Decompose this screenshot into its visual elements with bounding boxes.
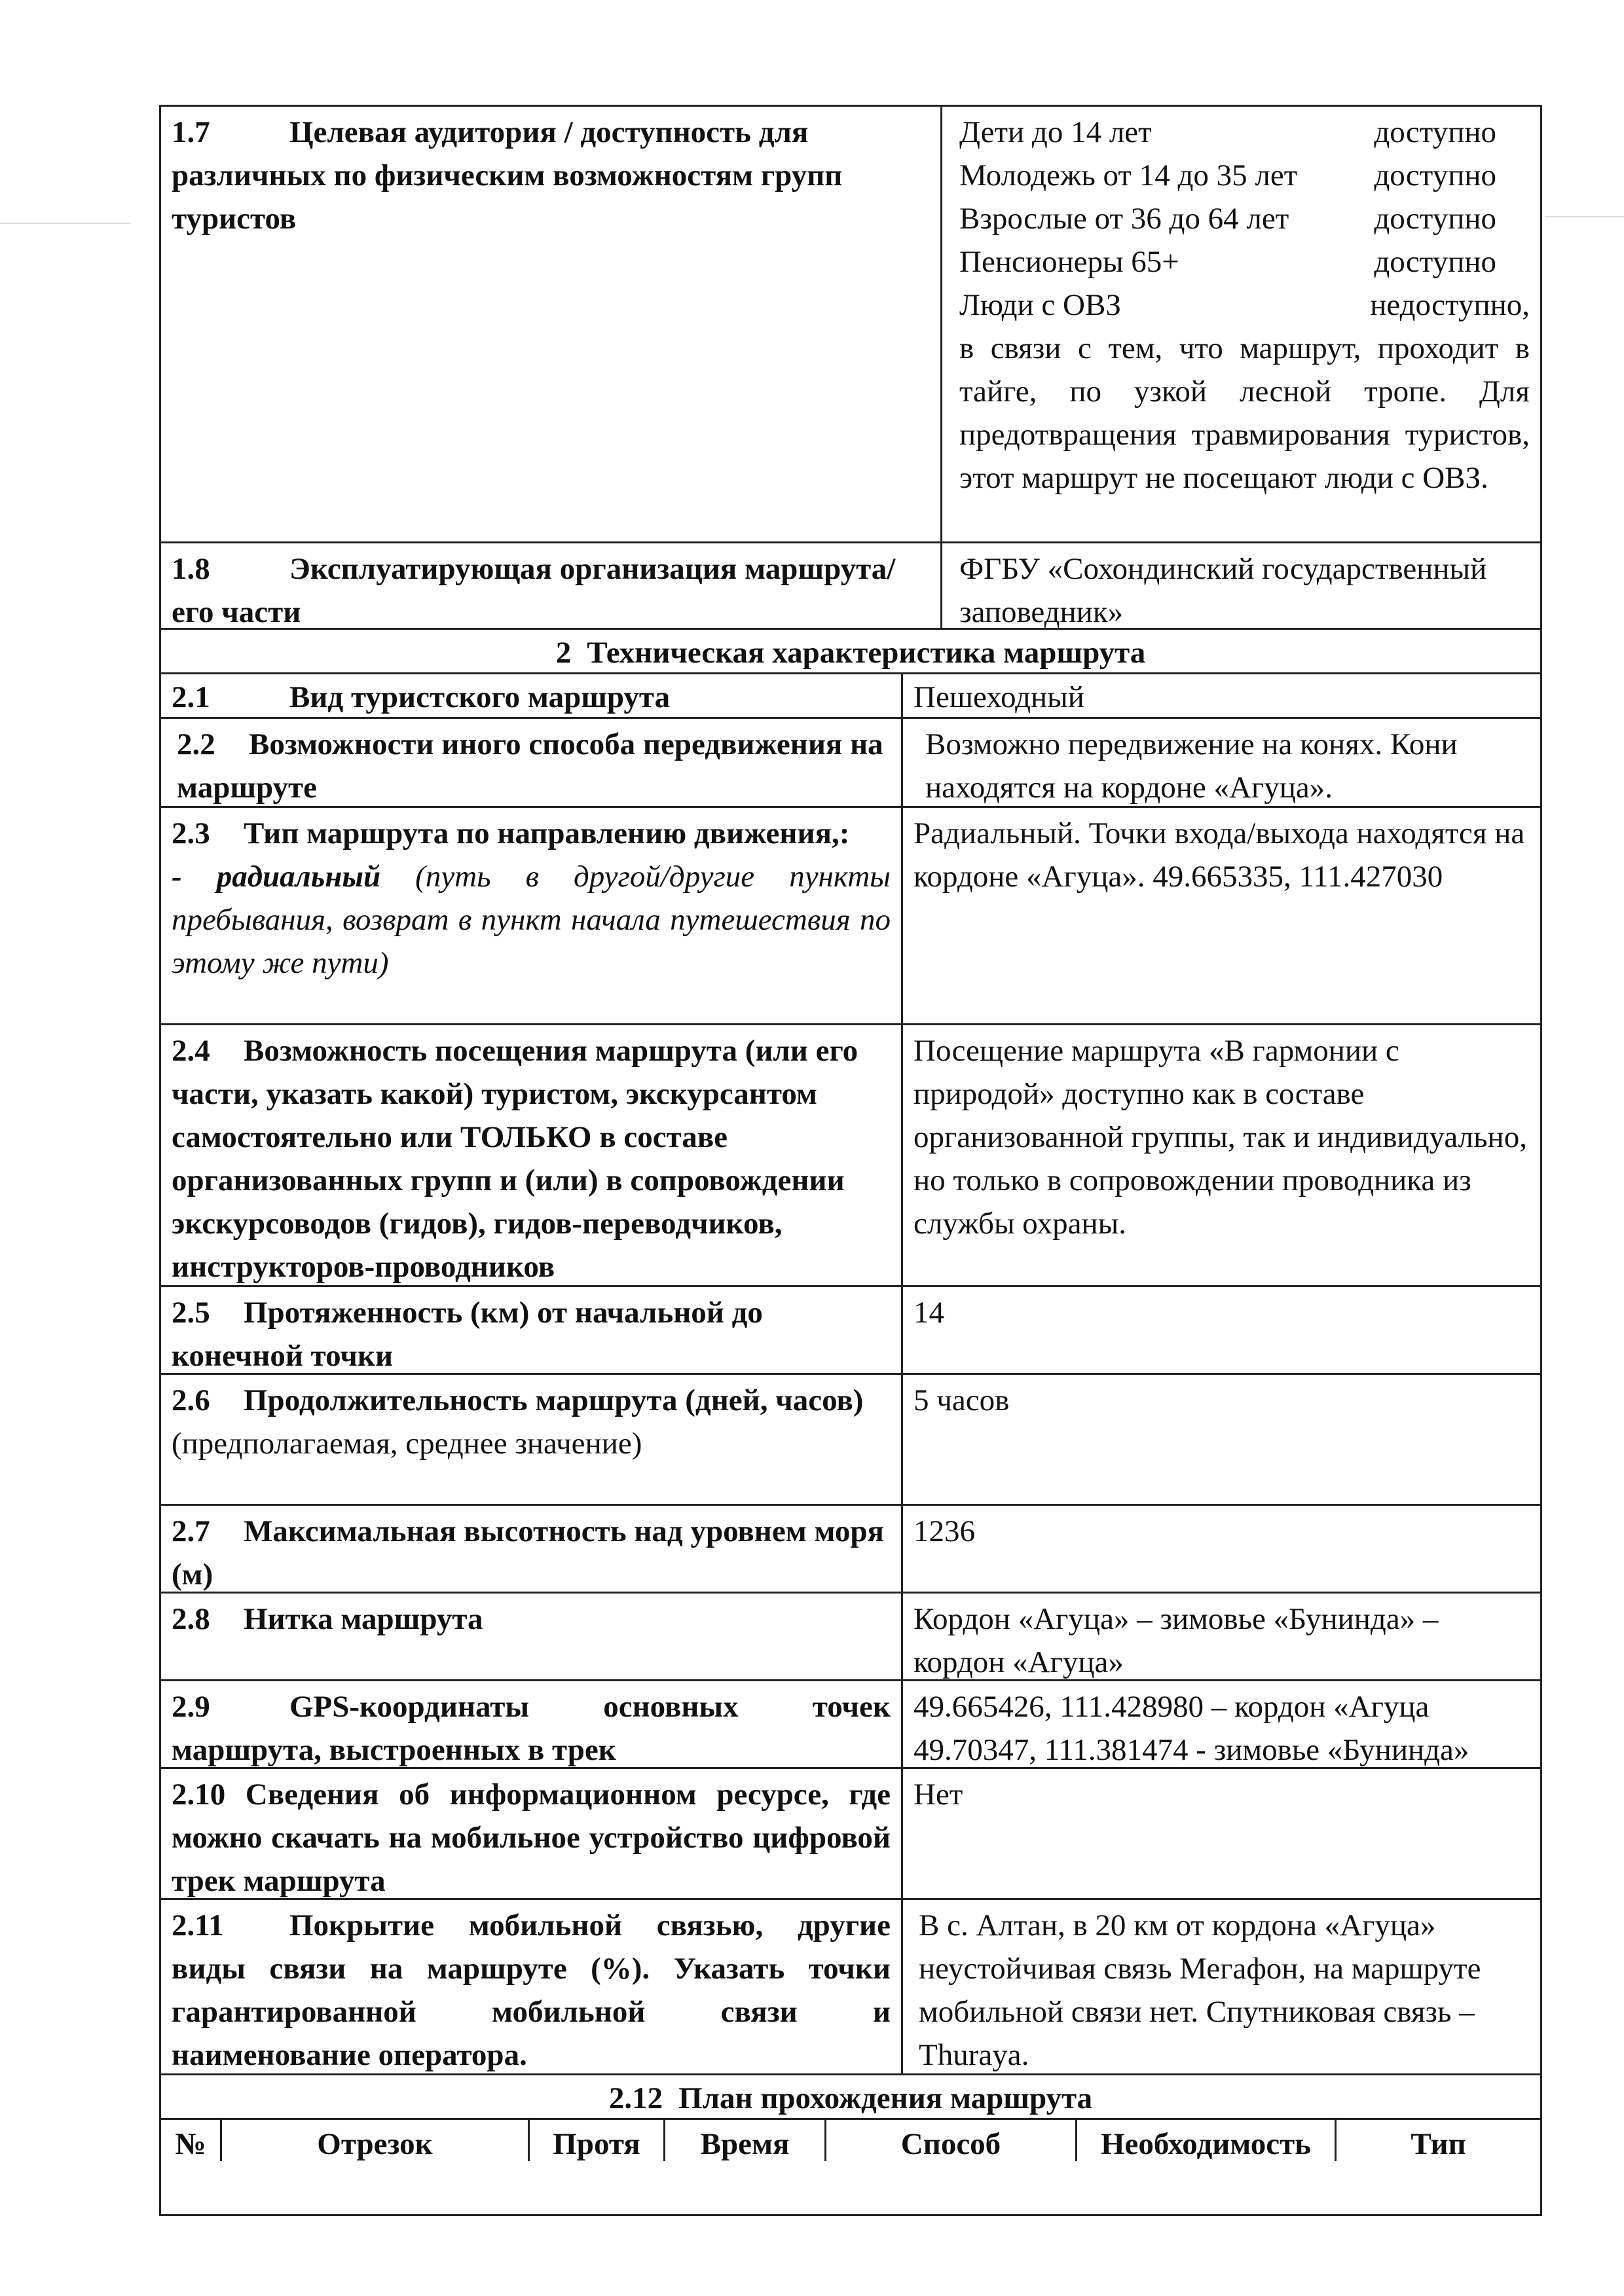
row-value: 14 xyxy=(901,1287,1540,1373)
row-title: Возможности иного способа передвижения на маршруте xyxy=(177,727,883,805)
row-2-8 xyxy=(161,1592,1540,1679)
row-label xyxy=(161,1375,901,1504)
row-value xyxy=(901,1681,1540,1767)
row-2-11 xyxy=(161,1898,1540,2073)
row-value: Радиальный. Точки входа/выхода находятся на кордоне «Агуца». 49.665335, 111.427030 xyxy=(901,808,1540,1023)
row-2-10 xyxy=(161,1767,1540,1898)
row-value: Возможно передвижение на конях. Кони находятся на кордоне «Агуца». xyxy=(901,719,1540,806)
row-heading xyxy=(172,1379,891,1422)
row-description xyxy=(172,855,891,985)
row-subtitle: (предполагаемая, среднее значение) xyxy=(172,1427,642,1461)
row-label xyxy=(161,1025,901,1285)
scan-mark xyxy=(1545,216,1624,217)
row-label xyxy=(161,1681,901,1767)
row-2-7 xyxy=(161,1504,1540,1592)
row-label xyxy=(161,719,901,806)
audience-note: в связи с тем, что маршрут, проходит в тайге, по узкой лесной тропе. Для предотвращения травмирования туристов, этот маршрут не посещают люди с ОВЗ. xyxy=(959,331,1530,495)
row-number: 2.8 xyxy=(172,1602,210,1636)
row-2-6 xyxy=(161,1373,1540,1504)
row-title: Продолжительность маршрута (дней, часов) xyxy=(244,1383,864,1417)
route-passport-table xyxy=(159,105,1542,2216)
plan-col-necessity: Необходимость xyxy=(1075,2120,1335,2161)
row-label xyxy=(161,808,901,1023)
row-label xyxy=(161,1900,901,2073)
row-label xyxy=(161,543,940,628)
row-title: Максимальная высотность над уровнем моря (м) xyxy=(172,1514,884,1592)
row-2-2 xyxy=(161,717,1540,806)
row-value: Пешеходный xyxy=(901,674,1540,717)
audience-status: доступно xyxy=(1374,115,1496,149)
row-number: 2.2 xyxy=(177,727,215,761)
row-label xyxy=(161,1769,901,1898)
row-label xyxy=(161,107,940,541)
row-label xyxy=(161,1287,901,1373)
row-number: 2.9 xyxy=(172,1690,210,1724)
section-2-header xyxy=(161,628,1540,672)
row-title: Тип маршрута по направлению движения,: xyxy=(244,816,850,850)
audience-line xyxy=(959,154,1496,197)
plan-col-length: Протя xyxy=(528,2120,663,2161)
row-title: Вид туристского маршрута xyxy=(289,680,671,714)
row-title: План прохождения маршрута xyxy=(678,2081,1093,2115)
audience-line xyxy=(959,283,1530,327)
row-value: Кордон «Агуца» – зимовье «Бунинда» – кордон «Агуца» xyxy=(901,1594,1540,1679)
row-number: 2.5 xyxy=(172,1296,210,1330)
row-value: ФГБУ «Сохондинский государственный заповедник» xyxy=(940,543,1540,628)
row-title: Покрытие мобильной связью, другие виды связи на маршруте (%). Указать точки гарантированной мобильной связи и наименование оператора. xyxy=(172,1908,891,2072)
gps-point: 49.70347, 111.381474 - зимовье «Бунинда» xyxy=(913,1733,1469,1767)
row-title: Сведения об информационном ресурсе, где можно скачать на мобильное устройство цифровой трек маршрута xyxy=(172,1777,891,1898)
audience-group: Молодежь от 14 до 35 лет xyxy=(959,158,1298,192)
row-2-4 xyxy=(161,1023,1540,1285)
section-text: Техническая характеристика маршрута xyxy=(587,636,1146,670)
gps-point: 49.665426, 111.428980 – кордон «Агуца xyxy=(913,1690,1430,1724)
row-2-3 xyxy=(161,806,1540,1023)
row-value: Посещение маршрута «В гармонии с природой» доступно как в составе организованной группы, так и индивидуально, но только в сопровождении проводника из службы охраны. xyxy=(901,1025,1540,1285)
plan-title xyxy=(161,2075,1540,2118)
route-type-note: (путь в другой/другие пункты пребывания, возврат в пункт начала путешествия по этому же пути) xyxy=(172,860,891,980)
route-type-term: - радиальный xyxy=(172,860,381,894)
audience-status: доступно xyxy=(1374,202,1496,236)
row-title: Возможность посещения маршрута (или его части, указать какой) туристом, экскурсантом самостоятельно или ТОЛЬКО в составе организованных групп и (или) в сопровождении экскурсоводов (гидов), гидов-переводчиков, инструкторов-проводников xyxy=(172,1034,858,1284)
scan-mark xyxy=(0,223,131,224)
plan-col-type: Тип xyxy=(1335,2120,1540,2161)
audience-line xyxy=(959,197,1496,240)
row-title: Эксплуатирующая организация маршрута/его части xyxy=(172,552,896,629)
row-title: Протяженность (км) от начальной до конечной точки xyxy=(172,1296,763,1373)
row-label xyxy=(161,1506,901,1592)
row-label xyxy=(161,1594,901,1679)
row-number: 1.7 xyxy=(172,115,210,149)
row-2-5 xyxy=(161,1285,1540,1373)
section-number: 2 xyxy=(555,636,572,670)
row-title: GPS-координаты основных точек маршрута, выстроенных в трек xyxy=(172,1690,891,1767)
audience-group: Пенсионеры 65+ xyxy=(959,245,1179,279)
row-label xyxy=(161,674,901,717)
plan-col-method: Способ xyxy=(824,2120,1075,2161)
row-2-12 xyxy=(161,2073,1540,2118)
row-value: 1236 xyxy=(901,1506,1540,1592)
audience-group: Дети до 14 лет xyxy=(959,115,1152,149)
row-value: В с. Алтан, в 20 км от кордона «Агуца» неустойчивая связь Мегафон, на маршруте мобильной связи нет. Спутниковая связь – Thuraya. xyxy=(901,1900,1540,2073)
audience-status: недоступно, xyxy=(1370,288,1530,322)
row-1-8 xyxy=(161,541,1540,628)
plan-col-segment: Отрезок xyxy=(220,2120,528,2161)
row-number: 2.7 xyxy=(172,1514,210,1548)
audience-group: Взрослые от 36 до 64 лет xyxy=(959,202,1289,236)
row-number: 2.10 xyxy=(172,1777,226,1812)
audience-line xyxy=(959,240,1496,283)
plan-header-row xyxy=(161,2118,1540,2161)
row-number: 2.4 xyxy=(172,1034,210,1068)
row-value xyxy=(940,107,1540,541)
audience-line xyxy=(959,111,1496,154)
row-title: Целевая аудитория / доступность для различных по физическим возможностям групп туристов xyxy=(172,115,843,236)
row-number: 2.6 xyxy=(172,1383,210,1417)
audience-status: доступно xyxy=(1374,158,1496,192)
plan-col-time: Время xyxy=(663,2120,824,2161)
row-2-1 xyxy=(161,672,1540,717)
row-1-7 xyxy=(161,107,1540,541)
row-number: 2.1 xyxy=(172,680,210,714)
audience-group: Люди с ОВЗ xyxy=(959,288,1121,322)
row-number: 2.11 xyxy=(172,1908,224,1942)
row-number: 1.8 xyxy=(172,552,210,586)
row-2-9 xyxy=(161,1679,1540,1767)
audience-status: доступно xyxy=(1374,245,1496,279)
row-value: Нет xyxy=(901,1769,1540,1898)
row-title: Нитка маршрута xyxy=(244,1602,483,1636)
row-value: 5 часов xyxy=(901,1375,1540,1504)
row-heading xyxy=(172,812,891,855)
row-number: 2.12 xyxy=(608,2081,663,2115)
row-number: 2.3 xyxy=(172,816,210,850)
plan-col-number: № xyxy=(175,2127,206,2161)
section-title xyxy=(161,630,1540,672)
